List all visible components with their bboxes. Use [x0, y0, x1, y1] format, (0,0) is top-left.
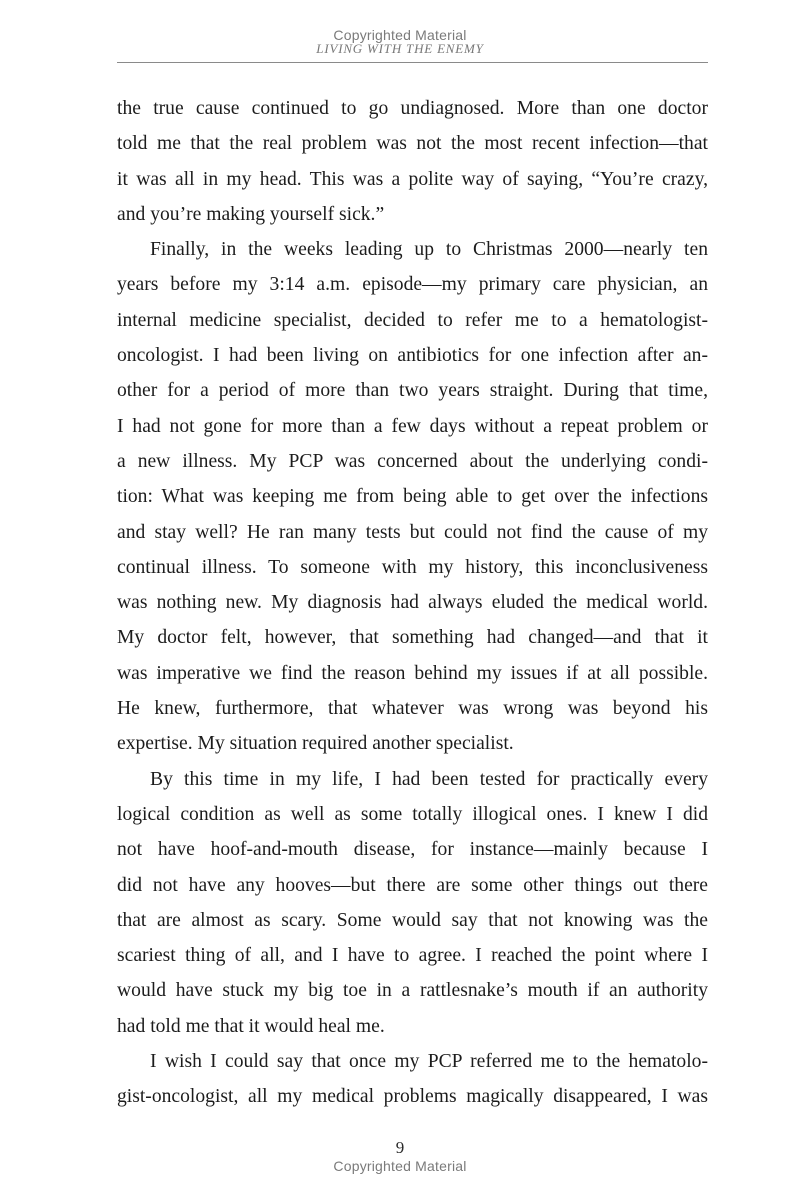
paragraph: [117, 91, 708, 232]
text-line: expertise. My situation required another specialist.: [117, 733, 514, 755]
page-number: 9: [395, 1138, 405, 1157]
text-line: logical condition as well as some totally illogical ones. I knew I did: [117, 803, 708, 825]
header-rule: [117, 62, 708, 63]
watermark-top: Copyrighted Material: [333, 27, 467, 43]
paragraph: [117, 232, 708, 761]
text-line: it was all in my head. This was a polite way of saying, “You’re crazy,: [117, 168, 708, 190]
text-line: gist-oncologist, all my medical problems magically disappeared, I was: [117, 1086, 708, 1108]
text-line: told me that the real problem was not the most recent infection—that: [117, 133, 708, 155]
text-line: I had not gone for more than a few days without a repeat problem or: [117, 415, 708, 437]
text-line: had told me that it would heal me.: [117, 1015, 385, 1037]
watermark-bottom: Copyrighted Material: [333, 1158, 467, 1174]
text-line: and you’re making yourself sick.”: [117, 203, 385, 225]
text-line: did not have any hooves—but there are some other things out there: [117, 874, 708, 896]
text-line: oncologist. I had been living on antibiotics for one infection after an-: [117, 345, 708, 367]
text-line: scariest thing of all, and I have to agree. I reached the point where I: [117, 945, 708, 967]
text-line: I wish I could say that once my PCP referred me to the hematolo-: [150, 1051, 708, 1073]
text-line: other for a period of more than two years straight. During that time,: [117, 380, 708, 402]
text-line: was imperative we find the reason behind my issues if at all possible.: [117, 662, 708, 684]
text-line: and stay well? He ran many tests but could not find the cause of my: [117, 521, 708, 543]
text-line: continual illness. To someone with my history, this inconclusiveness: [117, 556, 708, 578]
text-line: years before my 3:14 a.m. episode—my primary care physician, an: [117, 274, 708, 296]
text-line: the true cause continued to go undiagnosed. More than one doctor: [117, 98, 708, 119]
text-line: was nothing new. My diagnosis had always eluded the medical world.: [117, 592, 708, 614]
body-text: [117, 91, 708, 1115]
running-head: LIVING WITH THE ENEMY: [316, 41, 484, 56]
text-line: Finally, in the weeks leading up to Christmas 2000—nearly ten: [150, 239, 708, 261]
text-line: By this time in my life, I had been tested for practically every: [150, 768, 708, 790]
text-line: would have stuck my big toe in a rattlesnake’s mouth if an authority: [117, 980, 708, 1002]
text-line: that are almost as scary. Some would say that not knowing was the: [117, 909, 708, 931]
text-line: He knew, furthermore, that whatever was wrong was beyond his: [117, 698, 708, 720]
paragraph: [117, 762, 708, 1044]
text-line: not have hoof-and-mouth disease, for instance—mainly because I: [117, 839, 708, 861]
text-line: internal medicine specialist, decided to refer me to a hematologist-: [117, 309, 708, 331]
text-line: a new illness. My PCP was concerned about the underlying condi-: [117, 450, 708, 472]
text-line: tion: What was keeping me from being able to get over the infections: [117, 486, 708, 508]
paragraph: [117, 1044, 708, 1115]
text-line: My doctor felt, however, that something had changed—and that it: [117, 627, 708, 649]
